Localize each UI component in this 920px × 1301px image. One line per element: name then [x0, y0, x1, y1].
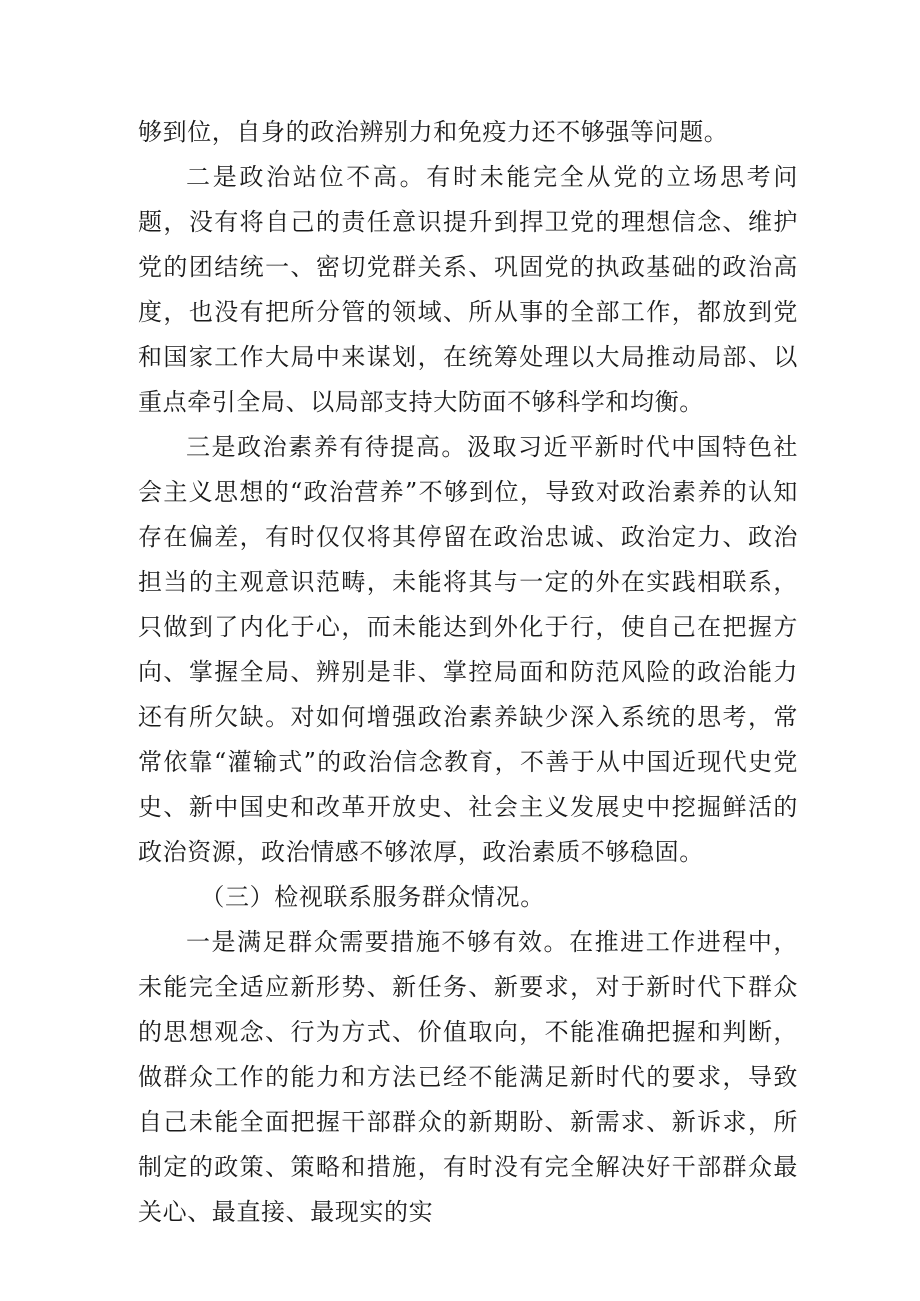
paragraph-political-standing: 二是政治站位不高。有时未能完全从党的立场思考问题，没有将自己的责任意识提升到捍卫党的理想信念、维护党的团结统一、密切党群关系、巩固党的执政基础的政治高度，也没有把所分管的领域、所从事的全部工作，都放到党和国家工作大局中来谋划，在统筹处理以大局推动局部、以重点牵引全局、以局部支持大防面不够科学和均衡。	[138, 163, 798, 416]
paragraph-political-literacy: 三是政治素养有待提高。汲取习近平新时代中国特色社会主义思想的“政治营养”不够到位，导致对政治素养的认知存在偏差，有时仅仅将其停留在政治忠诚、政治定力、政治担当的主观意识范畴，未能将其与一定的外在实践相联系，只做到了内化于心，而未能达到外化于行，使自己在把握方向、掌握全局、辨别是非、掌控局面和防范风险的政治能力还有所欠缺。对如何增强政治素养缺少深入系统的思考，常常依靠“灌输式”的政治信念教育，不善于从中国近现代史党史、新中国史和改革开放史、社会主义发展史中挖掘鲜活的政治资源，政治情感不够浓厚，政治素质不够稳固。	[138, 433, 798, 866]
paragraph-continuation: 够到位，自身的政治辨别力和免疫力还不够强等问题。	[138, 118, 729, 146]
section-heading-serving-masses: （三）检视联系服务群众情况。	[200, 883, 545, 911]
paragraph-meeting-masses-needs: 一是满足群众需要措施不够有效。在推进工作进程中，未能完全适应新形势、新任务、新要求，对于新时代下群众的思想观念、行为方式、价值取向，不能准确把握和判断，做群众工作的能力和方法已经不能满足新时代的要求，导致自己未能全面把握干部群众的新期盼、新需求、新诉求，所制定的政策、策略和措施，有时没有完全解决好干部群众最关心、最直接、最现实的实	[138, 928, 798, 1226]
document-body	[138, 110, 798, 1235]
